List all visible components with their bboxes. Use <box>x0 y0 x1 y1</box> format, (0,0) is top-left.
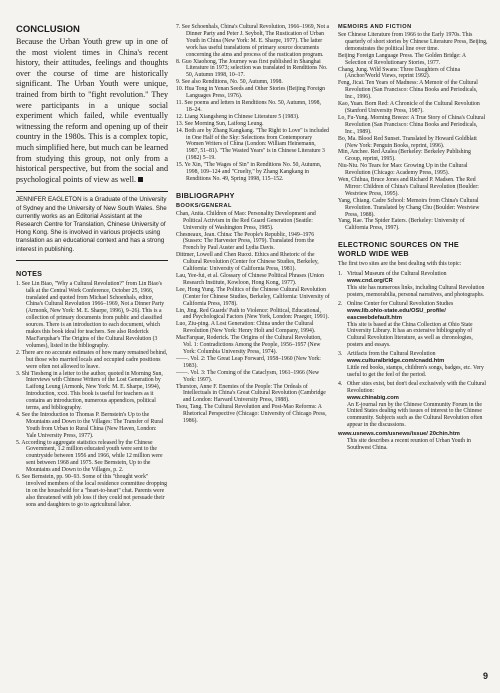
web-sources-list <box>338 271 488 452</box>
note-item: 9. See also Renditions, No. 50, Autumn, 1998. <box>176 79 283 86</box>
web-sources-intro: The first two sites are the best dealing with this topic: <box>338 261 462 268</box>
web-source-item: 4. Other sites exist, but don't deal exclusively with the Cultural Revolution: www.chinabig.com An E-journal run by the Chinese Community Forum in the United States dealing with issues of interest to the Chinese community. Subjects such as the Cultural Revolution often appear in the discussions. <box>338 380 487 429</box>
web-source-item <box>338 431 488 452</box>
web-sources-heading: ELECTRONIC SOURCES ON THE WORLD WIDE WEB <box>338 240 459 259</box>
bibliography-item: Luo, Ziu-ping. A Lost Generation: China under the Cultural Revolution (New York: Henry Holt and Company, 1994). <box>176 321 316 335</box>
note-item: 8. Guo Xiaohong, The Journey was first published in Shanghai Literature in 1973; selection was translated in Renditions No. 50, Autumn 1998, 10–17. <box>176 58 328 79</box>
web-source-item: 3. Artifacts from the Cultural Revolution www.culturalbridge.com/cnadd.htm Little red books, stamps, children's songs, badges, etc. Very useful to get the feel of the period. <box>338 351 484 378</box>
notes-list <box>16 281 168 509</box>
note-item: 4. See the Introduction to Thomas P. Bernstein's Up to the Mountains and Down to the Villages: The Transfer of Rural Youth from Urban to Rural China (New Haven, London: Yale University Press, 1977). <box>16 411 164 439</box>
web-source-desc: An E-journal run by the Chinese Community Forum in the United States dealing with issues of interest to the Chinese community. Subjects such as the Cultural Revolution often appear in the discussions. <box>347 401 483 429</box>
note-item: 15. Ye Xin, "The Wages of Sin" in Renditions No. 50, Autumn, 1998, 109–124 and "Cruelty," by Zhang Kangkang in Renditions No. 49, Spring 1998, 115–152. <box>176 162 322 182</box>
memoir-item: Chang, Jung. Wild Swans: Three Daughters of China (Anchor/World Views, reprint 1992). <box>338 66 461 80</box>
bibliography-item: Thurston, Anne F. Enemies of the People: The Ordeals of Intellectuals in China's Great Cultural Revolution (Cambridge and London: Harvard University Press, 1988). <box>176 383 326 404</box>
bibliography-item: ——. Vol. 2: The Great Leap Forward, 1958–1960 (New York: 1983). <box>176 355 321 369</box>
bibliography-list <box>176 211 330 425</box>
memoir-item: Wen, Chihua, Bruce Jones and Richard P. Madsen. The Red Mirror: Children of China's Cultural Revolution (Boulder: Westview Press, 1995). <box>338 177 479 197</box>
web-source-name: Virtual Museum of the Cultural Revolution <box>347 271 447 278</box>
memoir-item: Kao, Yuan. Born Red: A Chronicle of the Cultural Revolution (Stanford University Press, 1987). <box>338 101 480 114</box>
bibliography-heading: BIBLIOGRAPHY <box>176 190 235 200</box>
bibliography-item: Lin, Jing. Red Guards' Path to Violence: Political, Educational, and Psychological Factors (New York, London: Praeger, 1991). <box>176 307 329 321</box>
notes-heading: NOTES <box>16 268 43 278</box>
column-middle <box>176 24 330 425</box>
memoirs-heading: MEMOIRS AND FICTION <box>338 24 412 30</box>
bibliography-item: Chan, Anita. Children of Mao: Personality Development and Political Activism in the Red Guard Generation (Seattle: University of Washington Press, 1985). <box>176 210 316 231</box>
memoir-item: Yang, Rae. The Spider Eaters. (Berkeley: University of California Press, 1997). <box>338 218 465 232</box>
memoir-item: See Chinese Literature from 1966 to the Early 1970s. This quarterly of short stories by Chinese Literature Press, Beijing, demonstrates the political line over time. <box>338 32 488 52</box>
note-item: 11. See poems and letters in Renditions No. 50, Autumn, 1998, 18–24. <box>176 99 321 113</box>
divider <box>16 191 168 192</box>
web-source-url[interactable]: www.chinabig.com <box>347 394 399 401</box>
memoir-item: Beijing Foreign Language Press. The Golden Bridge: A Selection of Revolutionary Stories, 1977. <box>338 52 466 66</box>
memoir-item: Yang, Chiang. Cadre School: Memoirs from China's Cultural Revolution. Translated by Chang Chu (Boulder: Westview Press, 1988). <box>338 197 480 218</box>
conclusion-heading: CONCLUSION <box>16 24 80 35</box>
web-source-url[interactable]: www.usnews.com/usnews/issue/ 20chin.htm <box>338 431 460 438</box>
note-item: 3. Shi Tiesheng in a letter to the author, quoted in Morning Sun, Interviews with Chinese Writers of the Lost Generation by Laifong Leung (Armonk, New York: M. E. Sharpe, 1994), Introduction, xxxi. This book is useful for teachers as it contains an introduction, numerous appendices, political terms, and bibliography. <box>16 370 163 412</box>
column-right <box>338 24 488 454</box>
web-source-item: 2. Online Center for Cultural Revolution Studies www.lib.ohio-state.edu/OSU_profile/ eascwebdefault.htm This site is based at the China Collection at Ohio State University Library. It has an extensive bibliography of Cultural Revolution literature, as well as chronologies, posters and essays. <box>338 300 473 349</box>
bibliography-item: Dittmer, Lowell and Chen Ruoxi. Ethics and Rhetoric of the Cultural Revolution (Center for Chinese Studies, Berkeley, California: University of California Press, 1981). <box>176 252 319 273</box>
author-bio: JENNIFER EAGLETON is a Graduate of the University of Sydney and the University of New South Wales. She currently works as an Editorial Assistant at the Research Centre for Translation, Chinese University of Hong Kong. She is involved in various projects using translation as an educational context and has a strong interest in publishing. <box>16 196 167 253</box>
memoir-item: Min, Anchee. Red Azalea (Berkeley: Berkeley Publishing Group, reprint, 1995). <box>338 149 471 163</box>
column-left <box>16 24 168 509</box>
conclusion-body: Because the Urban Youth grew up in one of the most violent times in China's recent history, their attitudes, feelings and thoughts over the course of time are historically significant. The Urban Youth were unique, trained from birth to "fight revolution." They were participants in a unique social experiment which failed, while eventually witnessing the reform and opening up of their country in the 1980s. This is a complex topic, much simplified here, but much can be learned from studying this group, not only from a historical perspective, but from the social and psychological points of view as well. <box>16 37 168 184</box>
bibliography-item: ——. Vol. 3: The Coming of the Cataclysm, 1961–1966 (New York: 1997). <box>176 369 320 383</box>
memoir-item: Bo, Ma. Blood Red Sunset. Translated by Howard Goldblatt (New York: Penguin Books, reprint, 1996). <box>338 135 477 149</box>
web-source-desc: This site is based at the China Collection at Ohio State University Library. It has an extensive bibliography of Cultural Revolution literature, as well as chronologies, posters and essays. <box>347 321 473 349</box>
web-source-name: Online Center for Cultural Revolution Studies <box>347 300 454 307</box>
divider <box>16 260 168 261</box>
bibliography-item: Tsou, Tang. The Cultural Revolution and Post-Mao Reforms: A Rhetorical Perspective (Chicago: University of Chicago Press, 1986). <box>176 404 327 425</box>
memoir-item: Feng, Jicai. Ten Years of Madness: A Memoir of the Cultural Revolution (San Francisco: China Books and Periodicals, Inc., 1996). <box>338 80 478 101</box>
note-item: 12. Liang Xiangsheng in Chinese Literature 5 (1983). <box>176 113 300 120</box>
bibliography-item: Lau, Yee-fui, et al. Glossary of Chinese Political Phrases (Union Research Institute, Kowloon, Hong Kong, 1977). <box>176 273 325 286</box>
bibliography-item: Chesneaux, Jean. China: The People's Republic, 1949–1976 (Sussex: The Harvester Press, 1979). Translated from the French by Paul Auster and Lydia Davis. <box>176 231 315 252</box>
web-source-name: Artifacts from the Cultural Revolution <box>347 351 436 358</box>
note-item: 7. See Schoenhals, China's Cultural Revolution, 1966–1969, Not a Dinner Party and Peter J. Seybolt, The Rustication of Urban Youth in China (New York: M. E. Sharpe, 1977). The latter work has useful translations of primary source documents concerning the aims and process of the rustication program. <box>176 24 330 58</box>
note-item: 2. There are no accurate estimates of how many remained behind, but those who married locals and occupied cadre positions were often not allowed to leave. <box>16 349 168 370</box>
web-source-name: Other sites exist, but don't deal exclusively with the Cultural Revolution: <box>347 380 487 394</box>
web-source-url[interactable]: www.culturalbridge.com/cnadd.htm <box>347 358 445 365</box>
web-source-desc: This site describes a recent reunion of Urban Youth in Southwest China. <box>347 438 471 451</box>
note-item: 6. See Bernstein, pp. 90–93. Some of this "thought work" involved members of the local residence committee dropping in on the household for a "heart-to-heart" chat. Parents were also threatened with job loss if they could not persuade their sons and daughters to go to agricultural labor. <box>16 474 167 508</box>
note-item: 1. See Lin Biao, "Why a Cultural Revolution?" from Lin Biao's talk at the Central Work Conference, October 25, 1966, translated and quoted from Michael Schoenhals, editor, China's Cultural Revolution 1966–1969, Not a Dinner Party (Armonk, New York: M. E. Sharpe, 1996), 9–26). This is a collection of primary documents from public and classified sources. There is an introduction to each document, which makes this book ideal for teachers. See also Roderick MacFarquhar's The Origins of the Cultural Revolution (3 volumes), listed in the bibliography. <box>16 280 165 349</box>
web-source-url[interactable]: www.cnd.org/CR <box>347 278 393 285</box>
web-source-desc: This site has numerous links, including Cultural Revolution posters, memorabilia, personal narratives, and photographs. <box>347 285 485 298</box>
memoir-item: Niu-Niu. No Tears for Mao: Growing Up in the Cultural Revolution (Chicago: Academy Press, 1995). <box>338 163 468 177</box>
end-mark-icon <box>138 177 143 182</box>
note-item: 10. Hua Tong in Yenan Seeds and Other Stories (Beijing Foreign Languages Press, 1976). <box>176 86 325 100</box>
page-number: 9 <box>482 671 488 681</box>
web-source-url[interactable]: www.lib.ohio-state.edu/OSU_profile/ eascwebdefault.htm <box>347 307 446 321</box>
note-item: 5. According to aggregate statistics released by the Chinese Government, 1.2 million educated youth were sent to the countryside between 1956 and 1966, while 12 million were sent between 1968 and 1975. See Bernstein, Up to the Mountains and Down to the Villages, p. 2. <box>16 439 163 474</box>
bibliography-item: MacFarquar, Roderick. The Origins of the Cultural Revolution, Vol. 1: Contradictions Among the People, 1956–1957 (New York: Columbia University Press, 1974). <box>176 335 322 355</box>
notes-list-continued <box>176 24 330 183</box>
note-item: 14. Both are by Zhang Kangkang. "The Right to Love" is included in One Half of the Sky: Selections from Contemporary Women Writers of China (London: William Heinemann, 1987, 51–81). "The Wasted Years" is in Chinese Literature 3 (1982) 5–19. <box>176 127 330 162</box>
web-source-item: 1. Virtual Museum of the Cultural Revolution www.cnd.org/CR This site has numerous links, including Cultural Revolution posters, memorabilia, personal narratives, and photographs. <box>338 271 485 298</box>
web-source-desc: Little red books, stamps, children's songs, badges, etc. Very useful to get the feel of the period. <box>347 364 484 378</box>
bibliography-item: Lee, Hong Yung. The Politics of the Chinese Cultural Revolution (Center for Chinese Studies, Berkeley, California: University of California Press, 1978). <box>176 286 330 307</box>
memoir-item: Lo, Fu-Yung. Morning Breeze: A True Story of China's Cultural Revolution (San Francisco: China Books and Periodicals, Inc., 1989). <box>338 114 486 135</box>
note-item: 13. See Morning Sun, Laifong Leung. <box>176 120 264 127</box>
memoirs-list <box>338 32 488 232</box>
bibliography-subheading: BOOKS/GENERAL <box>176 202 232 209</box>
